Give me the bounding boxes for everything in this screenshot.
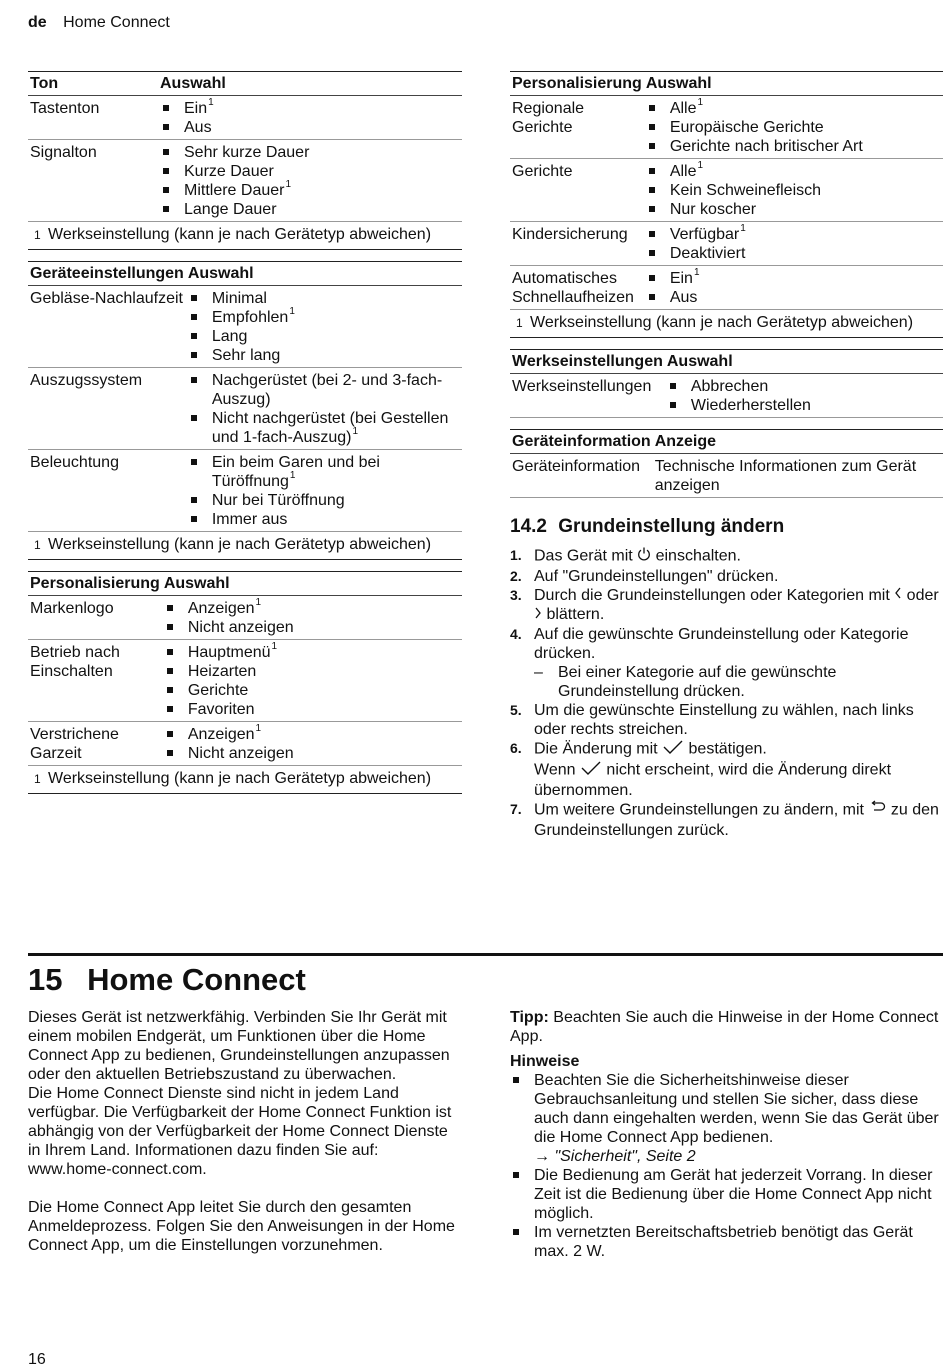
option-text: Ein: [184, 100, 208, 117]
footnote-ref: 1: [352, 425, 359, 437]
setting-label: Werkseinstellungen: [510, 374, 665, 418]
option-list: [160, 143, 460, 219]
option-item: [164, 662, 460, 681]
footnote: [28, 222, 462, 250]
option-text: Alle: [669, 100, 697, 117]
header-title: Home Connect: [63, 14, 170, 31]
footnote-ref: 1: [289, 469, 296, 481]
table-row: [510, 454, 943, 498]
option-list: [646, 96, 941, 156]
footnote-row: [28, 766, 462, 794]
section-number: 14.2: [510, 516, 547, 537]
settings-table: [510, 429, 943, 498]
option-list: [646, 266, 941, 307]
column-header: Werkseinstellungen: [510, 350, 665, 374]
chapter-heading: [28, 962, 306, 998]
footnote-ref: 1: [271, 640, 278, 652]
settings-table: [28, 571, 462, 794]
notes-heading: Hinweise: [510, 1053, 580, 1070]
option-list: [646, 159, 941, 219]
option-item: [646, 288, 941, 307]
option-item: [188, 491, 460, 510]
column-header: Auswahl: [186, 262, 462, 286]
back-arrow-icon: [868, 800, 886, 821]
table-row: [28, 96, 462, 140]
setting-label: Markenlogo: [28, 596, 162, 640]
option-text: Hauptmenü: [187, 644, 271, 661]
footnote-ref: 1: [697, 96, 704, 108]
section-divider: [28, 953, 943, 956]
option-item: [160, 200, 460, 219]
table-row: [28, 722, 462, 766]
setting-options: [653, 454, 943, 498]
option-text: Verfügbar: [669, 226, 740, 243]
column-header: Geräteeinstellungen: [28, 262, 186, 286]
table-row: [28, 450, 462, 532]
substep: – Bei einer Kategorie auf die gewünschte Grundeinstellung drücken.: [534, 663, 943, 701]
column-header: Personalisierung: [510, 72, 644, 96]
option-item: [188, 409, 460, 447]
step-text: Das Gerät mit einschalten.: [534, 546, 943, 567]
option-list: [188, 371, 460, 447]
column-header: Anzeige: [653, 430, 943, 454]
option-item: [164, 596, 460, 618]
setting-options: [162, 596, 462, 640]
setting-label: Tastenton: [28, 96, 158, 140]
check-icon: [580, 760, 602, 781]
footnote-mark: 1: [34, 228, 41, 242]
step-number: 3.: [510, 587, 522, 603]
option-list: [164, 640, 460, 719]
option-list: [164, 596, 460, 637]
option-text: Gerichte: [187, 682, 249, 699]
footnote-ref: 1: [255, 722, 262, 734]
settings-table: [510, 349, 943, 418]
option-text: Nicht nachgerüstet (bei Gestellen und 1-fach-Auszug): [211, 410, 449, 446]
option-text: Nicht anzeigen: [187, 619, 294, 636]
column-header: Geräteinformation: [510, 430, 653, 454]
chapter-number: 15: [28, 962, 63, 997]
option-text: Europäische Gerichte: [669, 119, 824, 136]
step-number: 5.: [510, 701, 522, 718]
footnote-mark: 1: [516, 316, 523, 330]
option-item: [188, 305, 460, 327]
option-item: [188, 453, 460, 491]
table-row: [28, 368, 462, 450]
step-number: 1.: [510, 547, 522, 563]
table-row: [28, 596, 462, 640]
paragraph: Dieses Gerät ist netzwerkfähig. Verbinden Sie Ihr Gerät mit einem mobilen Endgerät, um Funktionen über die Home Connect App zu bedienen, Grundeinstellungen anzupassen oder den aktuellen Betriebszustand zu überwachen.: [28, 1009, 450, 1083]
footnote-ref: 1: [289, 305, 295, 317]
option-item: [164, 640, 460, 662]
list-item: [510, 1071, 943, 1166]
setting-options: [162, 722, 462, 766]
option-text: Gerichte nach britischer Art: [669, 138, 863, 155]
option-item: [188, 371, 460, 409]
footnote-ref: 1: [255, 596, 262, 608]
step-text: Durch die Grundeinstellungen oder Kategorien mit oder blättern.: [534, 587, 939, 624]
footnote-mark: 1: [34, 772, 41, 786]
power-icon: [637, 546, 651, 567]
right-column: [510, 71, 943, 840]
step-text: Auf die gewünschte Grundeinstellung oder Kategorie drücken.: [534, 625, 909, 662]
setting-options: [644, 96, 943, 159]
steps-list: [510, 546, 943, 840]
right-tables: [510, 71, 943, 498]
option-text: Anzeigen: [187, 600, 255, 617]
step-item: [510, 739, 943, 800]
step-note: Wenn nicht erscheint, wird die Änderung direkt übernommen.: [534, 761, 892, 799]
option-text: Wiederherstellen: [690, 397, 811, 414]
option-text: Lange Dauer: [184, 201, 277, 218]
setting-label: Kindersicherung: [510, 222, 644, 266]
option-text: Sehr lang: [211, 347, 281, 364]
footnote-ref: 1: [697, 159, 704, 171]
option-item: [164, 618, 460, 637]
footnote-text: Werkseinstellung (kann je nach Gerätetyp abweichen): [48, 536, 432, 553]
setting-options: [158, 140, 462, 222]
chapter-title: Home Connect: [87, 962, 306, 997]
option-text: Empfohlen: [211, 309, 289, 326]
tip-label: Tipp:: [510, 1009, 549, 1026]
option-item: [667, 396, 941, 415]
column-header: Personalisierung: [28, 572, 162, 596]
footnote-ref: 1: [693, 266, 700, 278]
option-list: [160, 96, 460, 137]
table-row: [28, 640, 462, 722]
option-text: Immer aus: [211, 511, 288, 528]
step-text: Um weitere Grundeinstellungen zu ändern, mit zu den Grundeinstellungen zurück.: [534, 801, 939, 839]
setting-label: Gerichte: [510, 159, 644, 222]
chapter-right-column: [510, 1008, 943, 1261]
setting-options: [186, 450, 462, 532]
list-item: Im vernetzten Bereitschaftsbetrieb benötigt das Gerät max. 2 W.: [510, 1223, 943, 1261]
option-item: [160, 96, 460, 118]
setting-options: [186, 368, 462, 450]
setting-options: [162, 640, 462, 722]
column-header: Ton: [28, 72, 158, 96]
setting-label: Gebläse-Nachlaufzeit: [28, 286, 186, 368]
option-item: [188, 327, 460, 346]
notes-list: [510, 1071, 943, 1261]
table-header-row: [28, 72, 462, 96]
note-text: Beachten Sie die Sicherheitshinweise dieser Gebrauchsanleitung und stellen Sie sicher, dass diese auch dann eingehalten werden, wenn Sie das Gerät über die Home Connect App bedienen.: [534, 1072, 939, 1146]
option-text: Abbrechen: [690, 378, 769, 395]
option-item: [164, 744, 460, 763]
footnote-text: Werkseinstellung (kann je nach Gerätetyp abweichen): [530, 314, 914, 331]
option-item: [164, 722, 460, 744]
settings-table: [28, 261, 462, 560]
setting-label: Automatisches Schnellaufheizen: [510, 266, 644, 310]
option-item: [667, 377, 941, 396]
option-text: Lang: [211, 328, 248, 345]
footnote-text: Werkseinstellung (kann je nach Gerätetyp abweichen): [48, 226, 432, 243]
footnote: [28, 532, 462, 560]
step-item: [510, 546, 943, 567]
step-text: Um die gewünschte Einstellung zu wählen, nach links oder rechts streichen.: [534, 701, 914, 738]
footnote-mark: 1: [34, 538, 41, 552]
setting-options: [158, 96, 462, 140]
option-text: Favoriten: [187, 701, 255, 718]
setting-options: [644, 159, 943, 222]
table-header-row: [510, 430, 943, 454]
list-item: Die Bedienung am Gerät hat jederzeit Vorrang. In dieser Zeit ist die Bedienung über die Home Connect App nicht möglich.: [510, 1166, 943, 1223]
option-item: [160, 143, 460, 162]
step-text: Auf "Grundeinstellungen" drücken.: [534, 568, 779, 585]
table-header-row: [28, 262, 462, 286]
setting-label: Beleuchtung: [28, 450, 186, 532]
table-header-row: [28, 572, 462, 596]
setting-options: [665, 374, 943, 418]
option-text: Mittlere Dauer: [184, 182, 285, 199]
step-item: [510, 567, 943, 586]
footnote-row: [28, 222, 462, 250]
option-item: [160, 118, 460, 137]
option-item: [646, 137, 941, 156]
option-list: [164, 722, 460, 763]
step-item: [510, 586, 943, 625]
step-item: [510, 800, 943, 840]
option-item: [164, 681, 460, 700]
option-text: Deaktiviert: [669, 245, 746, 262]
footnote-ref: 1: [208, 96, 214, 108]
table-row: [510, 222, 943, 266]
footnote-ref: 1: [740, 222, 746, 234]
setting-text: Technische Informationen zum Gerät anzeigen: [654, 458, 917, 494]
option-item: [160, 162, 460, 181]
option-text: Kein Schweinefleisch: [669, 182, 822, 199]
table-row: [510, 96, 943, 159]
option-text: Nur koscher: [669, 201, 757, 218]
paragraph: Die Home Connect Dienste sind nicht in jedem Land verfügbar. Die Verfügbarkeit der Home Connect Funktion ist abhängig von der Verfügbarkeit der Home Connect Dienste in Ihrem Land. Informationen dazu finden Sie auf: www.home-connect.com.: [28, 1085, 452, 1178]
page-header: [28, 13, 170, 32]
option-text: Alle: [669, 163, 697, 180]
settings-table: [510, 71, 943, 338]
setting-label: Verstrichene Garzeit: [28, 722, 162, 766]
step-number: 4.: [510, 625, 522, 642]
footnote-row: [510, 310, 943, 338]
cross-reference-link[interactable]: → "Sicherheit", Seite 2: [534, 1148, 696, 1165]
option-item: [646, 118, 941, 137]
option-text: Anzeigen: [187, 726, 255, 743]
setting-label: Regionale Gerichte: [510, 96, 644, 159]
footnote-text: Werkseinstellung (kann je nach Gerätetyp abweichen): [48, 770, 432, 787]
option-item: [646, 244, 941, 263]
section-14-2-heading: [510, 517, 943, 536]
option-item: [646, 181, 941, 200]
option-item: [160, 178, 460, 200]
option-item: [646, 159, 941, 181]
setting-label: Betrieb nach Einschalten: [28, 640, 162, 722]
left-column: [28, 71, 462, 805]
option-list: [188, 453, 460, 529]
option-item: [188, 289, 460, 308]
option-text: Nicht anzeigen: [187, 745, 294, 762]
step-number: 7.: [510, 800, 522, 817]
table-row: [28, 286, 462, 368]
option-text: Nachgerüstet (bei 2- und 3-fach-Auszug): [211, 372, 443, 408]
setting-label: Geräteinformation: [510, 454, 653, 498]
option-text: Minimal: [211, 290, 267, 307]
footnote: [510, 310, 943, 338]
option-item: [646, 266, 941, 288]
paragraph: Die Home Connect App leitet Sie durch den gesamten Anmeldeprozess. Folgen Sie den Anweisungen in der Home Connect App, um die Einstellungen vorzunehmen.: [28, 1199, 455, 1254]
option-list: [667, 377, 941, 415]
footnote-ref: 1: [285, 178, 292, 190]
setting-label: Auszugssystem: [28, 368, 186, 450]
column-header: Auswahl: [162, 572, 462, 596]
tip: [510, 1008, 943, 1046]
setting-options: [644, 266, 943, 310]
option-text: Aus: [669, 289, 698, 306]
section-title: Grundeinstellung ändern: [558, 516, 785, 537]
option-text: Kurze Dauer: [184, 163, 274, 180]
language-code: de: [28, 14, 47, 31]
footnote-row: [28, 532, 462, 560]
step-item: [510, 701, 943, 739]
option-text: Nur bei Türöffnung: [211, 492, 345, 509]
table-row: [28, 140, 462, 222]
column-header: Auswahl: [158, 72, 462, 96]
step-text: Die Änderung mit bestätigen.: [534, 739, 943, 760]
setting-label: Signalton: [28, 140, 158, 222]
page-number: 16: [28, 1351, 46, 1368]
option-item: [188, 510, 460, 529]
option-item: [646, 222, 941, 244]
option-item: [188, 346, 460, 365]
table-header-row: [510, 350, 943, 374]
option-text: Aus: [184, 119, 212, 136]
step-item: [510, 625, 943, 701]
step-number: 6.: [510, 739, 522, 756]
column-header: Auswahl: [665, 350, 943, 374]
option-item: [164, 700, 460, 719]
chevron-right-icon: [534, 606, 542, 625]
setting-options: [644, 222, 943, 266]
table-header-row: [510, 72, 943, 96]
settings-table: [28, 71, 462, 250]
footnote: [28, 766, 462, 794]
tip-text: Beachten Sie auch die Hinweise in der Home Connect App.: [510, 1009, 939, 1045]
option-text: Sehr kurze Dauer: [184, 144, 310, 161]
option-text: Ein: [669, 270, 693, 287]
column-header: Auswahl: [644, 72, 943, 96]
step-number: 2.: [510, 568, 522, 584]
check-icon: [662, 739, 684, 760]
option-item: [646, 200, 941, 219]
option-list: [646, 222, 941, 263]
option-text: Heizarten: [187, 663, 257, 680]
option-item: [646, 96, 941, 118]
table-row: [510, 374, 943, 418]
table-row: [510, 159, 943, 222]
table-row: [510, 266, 943, 310]
option-text: Ein beim Garen und bei Türöffnung: [211, 454, 380, 490]
chevron-left-icon: [894, 586, 902, 605]
option-list: [188, 289, 460, 365]
chapter-left-column: [28, 1008, 462, 1255]
setting-options: [186, 286, 462, 368]
